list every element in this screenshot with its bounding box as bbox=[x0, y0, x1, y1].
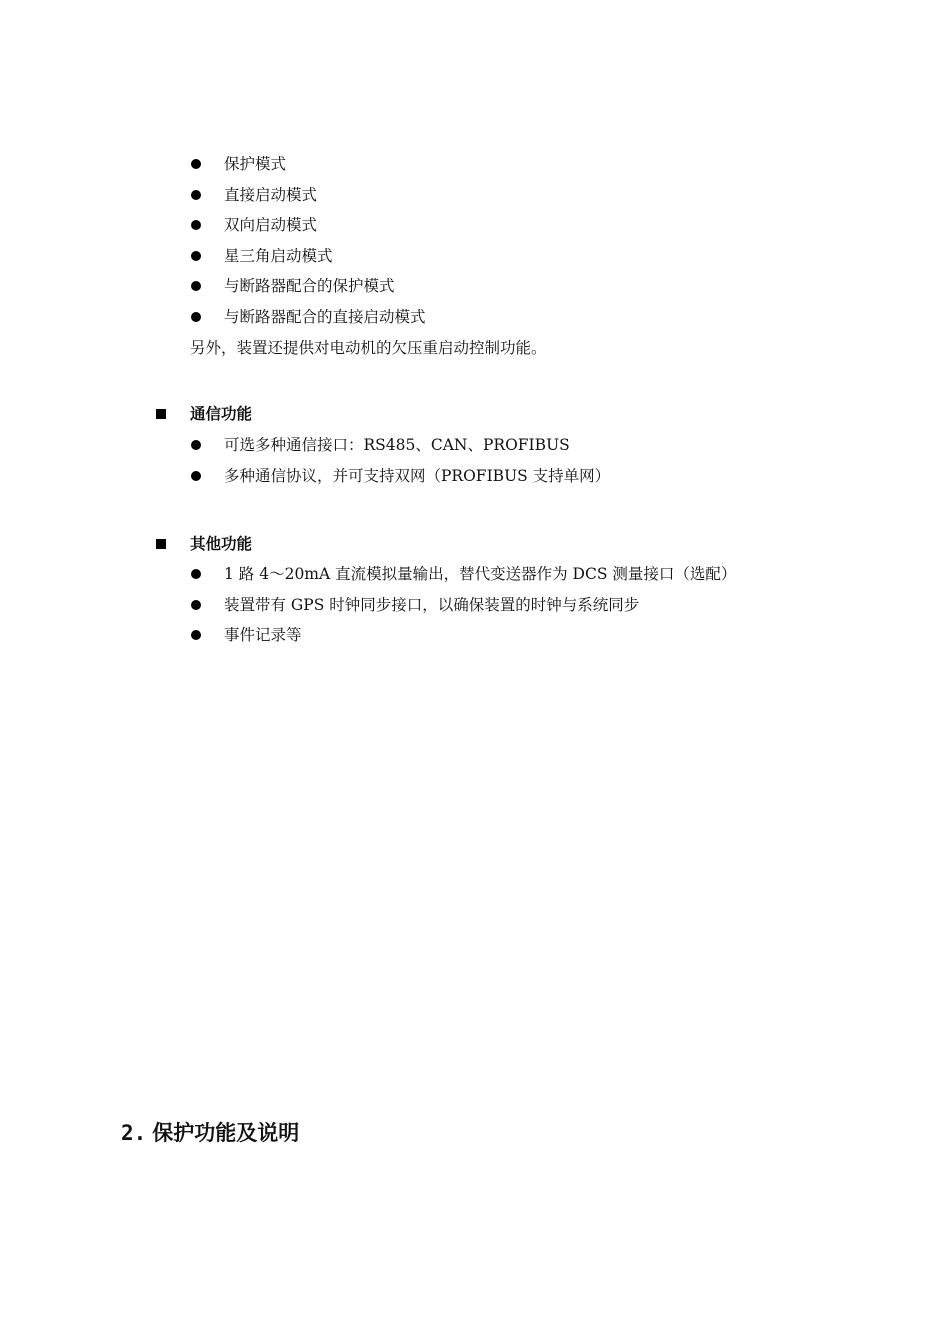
list-item-text: 1 路 4～20mA 直流模拟量输出，替代变送器作为 DCS 测量接口（选配） bbox=[224, 565, 737, 583]
bullet-dot-icon bbox=[191, 600, 201, 610]
list-item bbox=[0, 271, 950, 302]
bullet-dot-icon bbox=[191, 159, 201, 169]
bullet-dot-icon bbox=[191, 440, 201, 450]
chapter-title-text: 保护功能及说明 bbox=[152, 1120, 300, 1145]
modes-note: 另外，装置还提供对电动机的欠压重启动控制功能。 bbox=[190, 339, 547, 357]
list-item-text: 直接启动模式 bbox=[224, 185, 318, 204]
list-item-text: 装置带有 GPS 时钟同步接口，以确保装置的时钟与系统同步 bbox=[224, 595, 640, 614]
list-item bbox=[0, 241, 950, 272]
list-item bbox=[0, 302, 950, 333]
other-list bbox=[0, 559, 950, 651]
bullet-dot-icon bbox=[191, 569, 201, 579]
list-item-text: 事件记录等 bbox=[224, 626, 302, 644]
list-item bbox=[0, 430, 950, 461]
bullet-dot-icon bbox=[191, 471, 201, 481]
bullet-dot-icon bbox=[191, 281, 201, 291]
chapter-number: 2. bbox=[121, 1121, 147, 1145]
section-heading-text: 其他功能 bbox=[190, 534, 253, 553]
bullet-dot-icon bbox=[191, 630, 201, 640]
list-item-text: 保护模式 bbox=[224, 155, 287, 173]
list-item-text: 多种通信协议，并可支持双网（PROFIBUS 支持单网） bbox=[224, 466, 611, 485]
bullet-dot-icon bbox=[191, 220, 201, 230]
section-heading-text: 通信功能 bbox=[190, 404, 253, 423]
list-item bbox=[0, 180, 950, 211]
communication-list bbox=[0, 430, 950, 491]
list-item-text: 与断路器配合的直接启动模式 bbox=[224, 307, 426, 326]
list-item-text: 星三角启动模式 bbox=[224, 246, 333, 265]
bullet-dot-icon bbox=[191, 312, 201, 322]
list-item-text: 与断路器配合的保护模式 bbox=[224, 277, 395, 295]
square-bullet-icon bbox=[156, 539, 166, 549]
mode-list bbox=[0, 149, 950, 332]
list-item-text: 双向启动模式 bbox=[224, 216, 318, 234]
list-item bbox=[0, 210, 950, 241]
bullet-dot-icon bbox=[191, 190, 201, 200]
list-item bbox=[0, 149, 950, 180]
list-item bbox=[0, 461, 950, 492]
square-bullet-icon bbox=[156, 409, 166, 419]
list-item bbox=[0, 620, 950, 651]
list-item bbox=[0, 559, 950, 590]
list-item-text: 可选多种通信接口：RS485、CAN、PROFIBUS bbox=[224, 436, 570, 454]
list-item bbox=[0, 590, 950, 621]
bullet-dot-icon bbox=[191, 251, 201, 261]
chapter-title bbox=[121, 1116, 299, 1150]
